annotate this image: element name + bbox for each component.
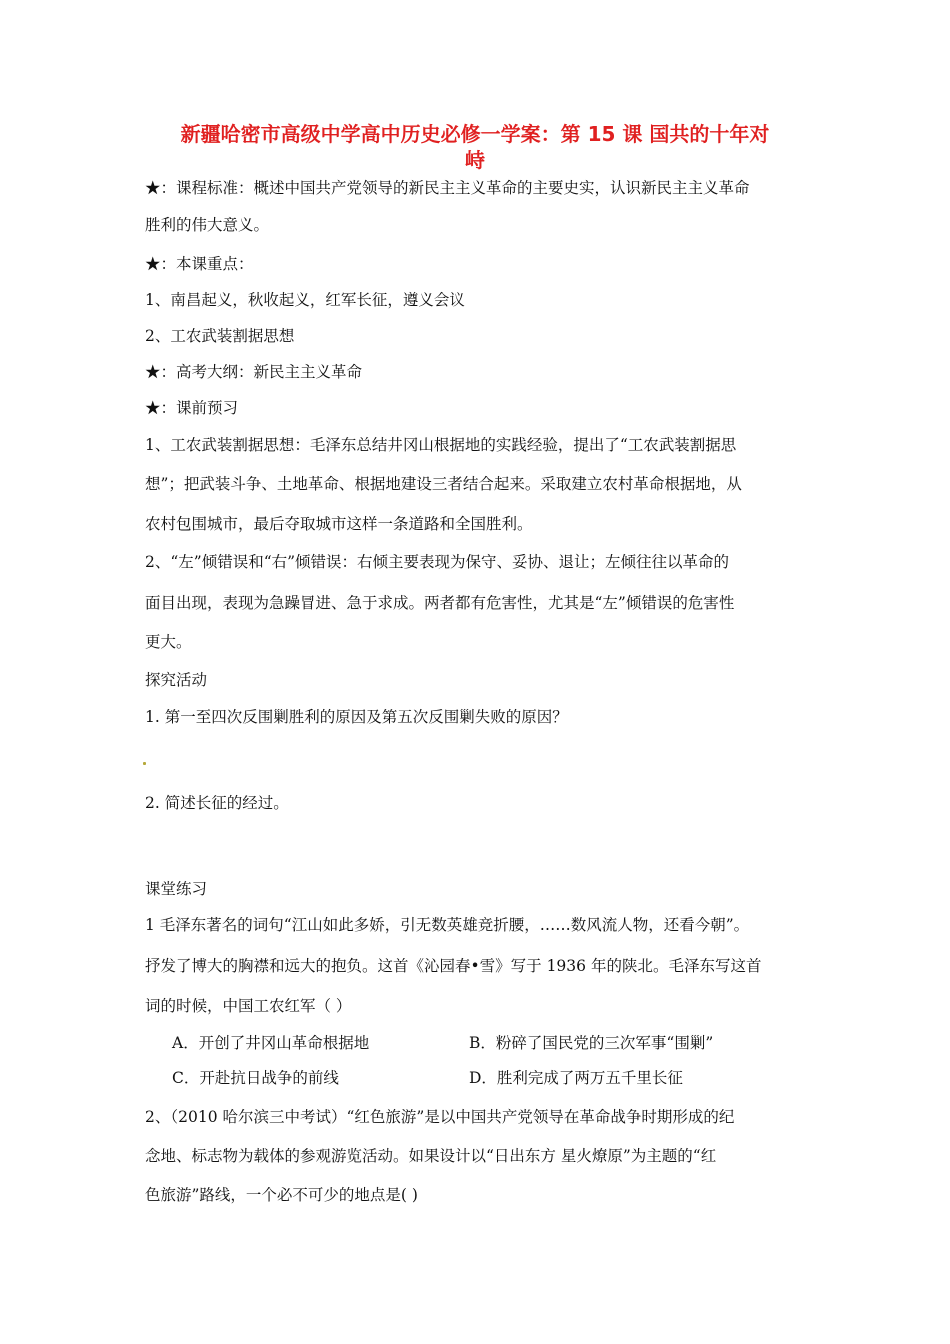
key-point-1: 1、南昌起义，秋收起义，红军长征，遵义会议 xyxy=(145,291,465,309)
key-point-2: 2、工农武装割据思想 xyxy=(145,327,295,345)
explore-question-1: 1. 第一至四次反围剿胜利的原因及第五次反围剿失败的原因？ xyxy=(145,708,568,726)
preview-1-line-3: 农村包围城市，最后夺取城市这样一条道路和全国胜利。 xyxy=(145,515,533,533)
title-line-2: 峙 xyxy=(465,148,485,172)
question-1-line-2: 抒发了博大的胸襟和远大的抱负。这首《沁园春•雪》写于 1936 年的陕北。毛泽东写这首 xyxy=(145,957,762,975)
question-1-option-b: B．粉碎了国民党的三次军事“围剿” xyxy=(469,1034,714,1052)
preview-1-line-1: 1、工农武装割据思想：毛泽东总结井冈山根据地的实践经验，提出了“工农武装割据思 xyxy=(145,436,737,454)
course-standard-line-1: ★：课程标准：概述中国共产党领导的新民主主义革命的主要史实，认识新民主主义革命 xyxy=(145,179,750,197)
question-2-line-2: 念地、标志物为载体的参观游览活动。如果设计以“日出东方 星火燎原”为主题的“红 xyxy=(145,1147,717,1165)
question-1-line-1: 1 毛泽东著名的词句“江山如此多娇，引无数英雄竞折腰，……数风流人物，还看今朝”。 xyxy=(145,916,750,934)
question-1-line-3: 词的时候，中国工农红军（ ） xyxy=(145,997,352,1015)
preview-1-line-2: 想”；把武装斗争、土地革命、根据地建设三者结合起来。采取建立农村革命根据地，从 xyxy=(145,475,742,493)
question-1-option-c: C．开赴抗日战争的前线 xyxy=(172,1069,339,1087)
question-1-option-a: A．开创了井冈山革命根据地 xyxy=(172,1034,370,1052)
exam-outline: ★：高考大纲：新民主主义革命 xyxy=(145,363,363,381)
preview-2-line-1: 2、“左”倾错误和“右”倾错误：右倾主要表现为保守、妥协、退让；左倾往往以革命的 xyxy=(145,553,730,571)
question-2-line-1: 2、（2010 哈尔滨三中考试）“红色旅游”是以中国共产党领导在革命战争时期形成的纪 xyxy=(145,1108,735,1126)
explore-header: 探究活动 xyxy=(145,671,208,689)
question-2-line-3: 色旅游”路线，一个必不可少的地点是( ) xyxy=(145,1186,418,1204)
preview-2-line-3: 更大。 xyxy=(145,633,192,651)
question-1-option-d: D．胜利完成了两万五千里长征 xyxy=(469,1069,683,1087)
preview-header: ★：课前预习 xyxy=(145,399,239,417)
course-standard-line-2: 胜利的伟大意义。 xyxy=(145,216,270,234)
document-title xyxy=(140,121,810,173)
key-points-header: ★：本课重点： xyxy=(145,255,254,273)
title-line-1: 新疆哈密市高级中学高中历史必修一学案：第 15 课 国共的十年对 xyxy=(180,122,770,146)
preview-2-line-2: 面目出现，表现为急躁冒进、急于求成。两者都有危害性，尤其是“左”倾错误的危害性 xyxy=(145,594,735,612)
stray-dot-mark xyxy=(143,762,146,765)
practice-header: 课堂练习 xyxy=(145,880,208,898)
explore-question-2: 2. 简述长征的经过。 xyxy=(145,794,289,812)
